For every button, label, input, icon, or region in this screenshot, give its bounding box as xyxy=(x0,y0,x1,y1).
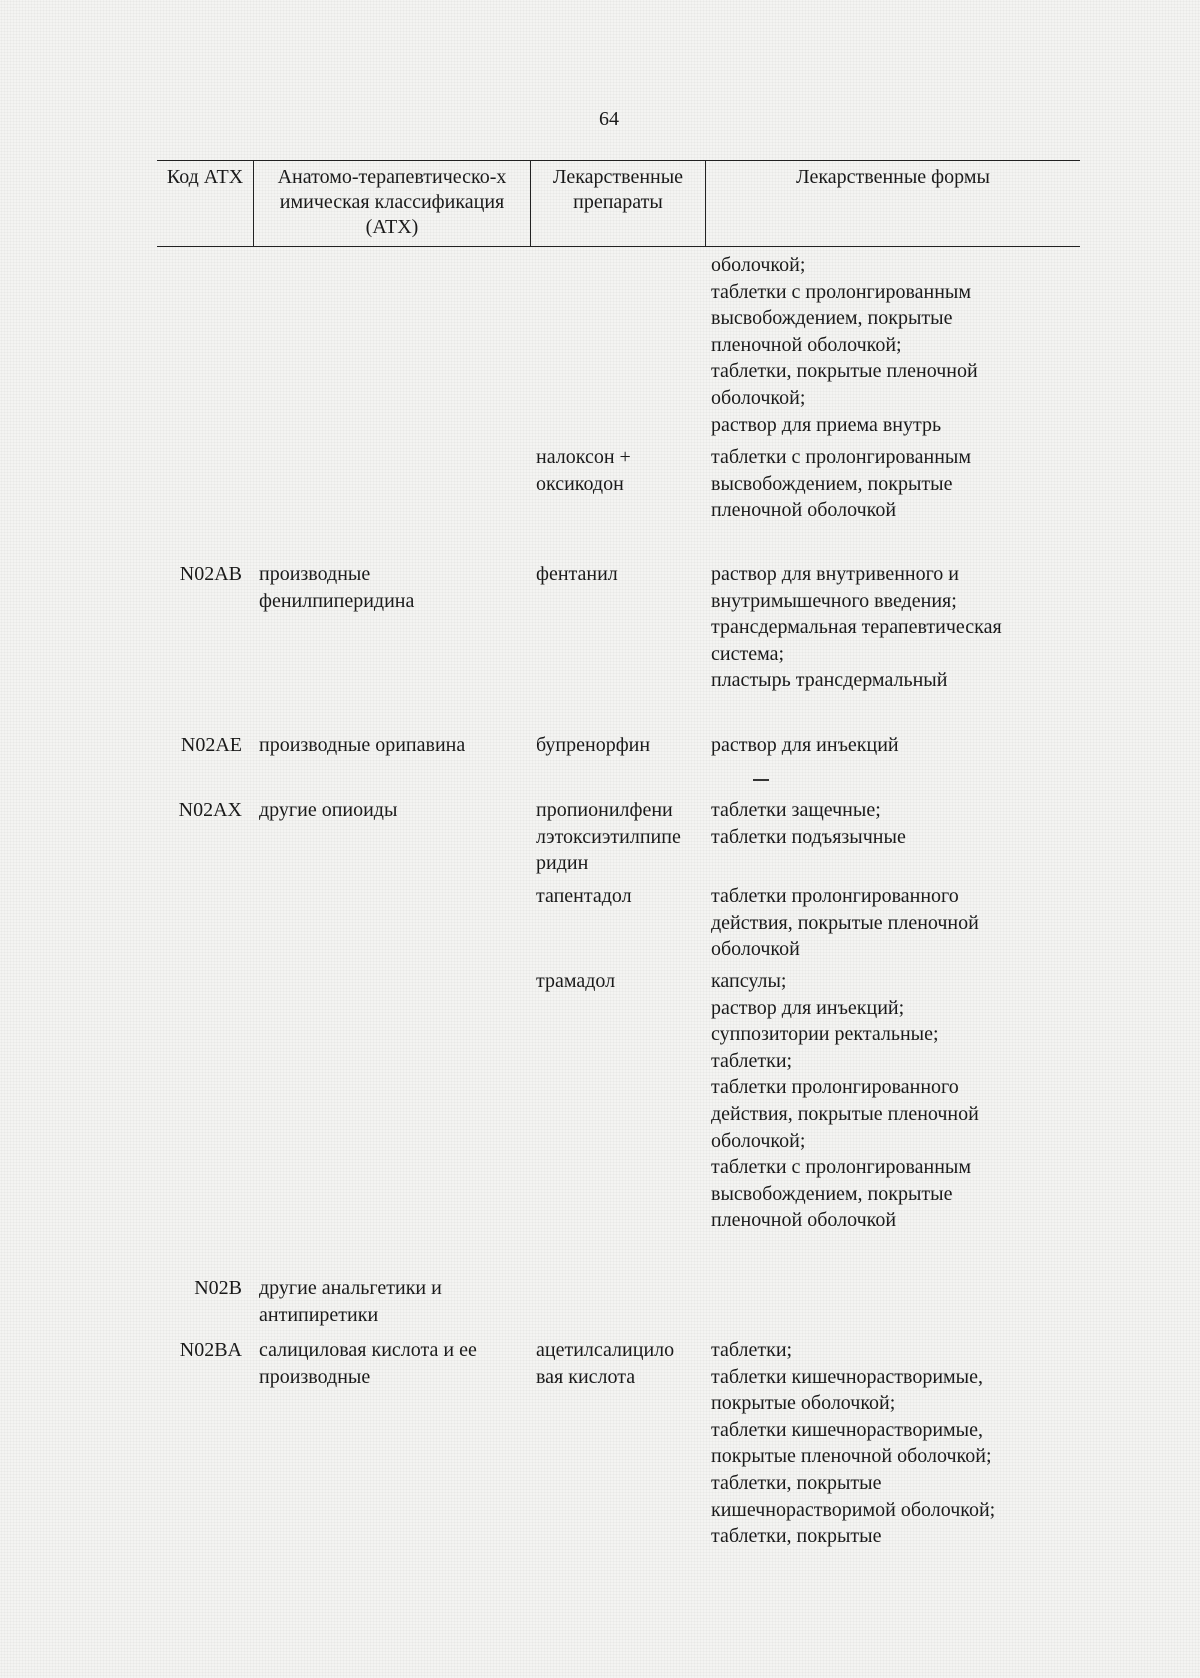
drug-name-cell xyxy=(531,252,706,438)
dosage-forms-cell xyxy=(706,561,1080,694)
stray-dash-mark xyxy=(753,779,769,781)
dosage-forms-line: действия, покрытые пленочной xyxy=(711,1102,979,1125)
dosage-forms-line: высвобождением, покрытые xyxy=(711,307,953,330)
drug-name-line: трамадол xyxy=(536,970,616,992)
dosage-forms-line: покрытые пленочной оболочкой; xyxy=(711,1445,992,1468)
drug-name-cell xyxy=(531,797,706,877)
dosage-forms-line: таблетки, покрытые xyxy=(711,1525,882,1548)
dosage-forms-line: раствор для инъекций xyxy=(711,734,899,756)
drug-name-line: ацетилсалицило xyxy=(536,1339,675,1361)
dosage-forms-line: пленочной оболочкой xyxy=(711,499,897,522)
drug-name-cell xyxy=(531,732,706,759)
atc-code-cell xyxy=(157,968,254,1234)
atc-code-cell xyxy=(157,883,254,963)
dosage-forms-line: действия, покрытые пленочной xyxy=(711,911,979,934)
atc-code-line: N02BA xyxy=(179,1339,242,1361)
table-row xyxy=(157,797,1080,877)
atc-code-line: N02AX xyxy=(178,799,242,821)
atc-classification-cell xyxy=(254,1337,531,1550)
table-row xyxy=(157,883,1080,963)
table-row xyxy=(157,1337,1080,1550)
table-row xyxy=(157,252,1080,438)
atc-classification-cell xyxy=(254,561,531,694)
dosage-forms-cell xyxy=(706,252,1080,438)
dosage-forms-line: таблетки защечные; xyxy=(711,799,881,821)
dosage-forms-line: пленочной оболочкой xyxy=(711,1209,897,1232)
header-code: Код АТХ xyxy=(157,161,254,246)
drug-name-line: ридин xyxy=(536,852,589,875)
dosage-forms-line: оболочкой xyxy=(711,938,800,961)
dosage-forms-cell xyxy=(706,444,1080,524)
dosage-forms-cell xyxy=(706,797,1080,877)
dosage-forms-cell xyxy=(706,732,1080,759)
dosage-forms-line: капсулы; xyxy=(711,970,787,992)
drug-name-cell xyxy=(531,883,706,963)
atc-classification-cell xyxy=(254,252,531,438)
atc-code-cell xyxy=(157,561,254,694)
page-number: 64 xyxy=(599,108,619,130)
atc-code-cell xyxy=(157,797,254,877)
atc-classification-line: другие опиоиды xyxy=(259,799,398,821)
atc-classification-cell xyxy=(254,1275,531,1328)
table-header xyxy=(157,160,1080,247)
dosage-forms-line: кишечнорастворимой оболочкой; xyxy=(711,1498,996,1521)
dosage-forms-line: раствор для инъекций; xyxy=(711,996,905,1019)
atc-classification-cell xyxy=(254,968,531,1234)
atc-code-cell xyxy=(157,252,254,438)
dosage-forms-line: таблетки кишечнорастворимые, xyxy=(711,1365,983,1388)
drug-name-line: пропионилфени xyxy=(536,799,673,821)
dosage-forms-cell xyxy=(706,1337,1080,1550)
dosage-forms-line: система; xyxy=(711,642,785,665)
dosage-forms-line: таблетки пролонгированного xyxy=(711,1076,959,1099)
atc-classification-line: салициловая кислота и ее xyxy=(259,1339,477,1361)
dosage-forms-line: раствор для приема внутрь xyxy=(711,413,942,436)
dosage-forms-cell xyxy=(706,968,1080,1234)
dosage-forms-line: таблетки подъязычные xyxy=(711,825,906,848)
table-row xyxy=(157,561,1080,694)
dosage-forms-line: раствор для внутривенного и xyxy=(711,563,960,585)
drug-name-line: оксикодон xyxy=(536,472,624,495)
table-row xyxy=(157,968,1080,1234)
dosage-forms-cell xyxy=(706,1275,1080,1328)
dosage-forms-line: таблетки с пролонгированным xyxy=(711,1156,972,1179)
header-drugs: Лекарственные препараты xyxy=(531,161,706,246)
dosage-forms-line: таблетки; xyxy=(711,1049,793,1072)
atc-classification-cell xyxy=(254,797,531,877)
header-forms: Лекарственные формы xyxy=(796,166,990,188)
atc-code-cell xyxy=(157,1275,254,1328)
atc-classification-cell xyxy=(254,883,531,963)
dosage-forms-line: высвобождением, покрытые xyxy=(711,472,953,495)
dosage-forms-line: оболочкой; xyxy=(711,254,806,276)
atc-code-cell xyxy=(157,444,254,524)
dosage-forms-cell xyxy=(706,883,1080,963)
dosage-forms-line: оболочкой; xyxy=(711,386,806,409)
table-row xyxy=(157,1275,1080,1328)
dosage-forms-line: внутримышечного введения; xyxy=(711,589,957,612)
atc-code-cell xyxy=(157,732,254,759)
drug-name-cell xyxy=(531,1275,706,1328)
atc-classification-line: производные xyxy=(259,563,371,585)
drug-name-line: фентанил xyxy=(536,563,618,585)
dosage-forms-line: суппозитории ректальные; xyxy=(711,1023,939,1046)
atc-classification-cell xyxy=(254,444,531,524)
drug-name-line: вая кислота xyxy=(536,1365,636,1388)
dosage-forms-line: пластырь трансдермальный xyxy=(711,669,948,692)
atc-code-cell xyxy=(157,1337,254,1550)
drug-name-line: налоксон + xyxy=(536,446,631,468)
dosage-forms-line: таблетки пролонгированного xyxy=(711,885,959,907)
dosage-forms-line: таблетки, покрытые xyxy=(711,1471,882,1494)
dosage-forms-line: высвобождением, покрытые xyxy=(711,1182,953,1205)
dosage-forms-line: пленочной оболочкой; xyxy=(711,333,902,356)
drug-name-line: лэтоксиэтилпипе xyxy=(536,825,681,848)
drug-name-cell xyxy=(531,1337,706,1550)
dosage-forms-line: покрытые оболочкой; xyxy=(711,1392,896,1415)
atc-code-line: N02B xyxy=(194,1277,242,1299)
atc-classification-line: производные xyxy=(259,1365,371,1388)
drug-name-line: бупренорфин xyxy=(536,734,651,756)
drug-name-line: тапентадол xyxy=(536,885,632,907)
dosage-forms-line: таблетки, покрытые пленочной xyxy=(711,360,978,383)
dosage-forms-line: таблетки кишечнорастворимые, xyxy=(711,1418,983,1441)
dosage-forms-line: трансдермальная терапевтическая xyxy=(711,616,1002,639)
drug-name-cell xyxy=(531,968,706,1234)
drug-name-cell xyxy=(531,444,706,524)
table-row xyxy=(157,732,1080,759)
dosage-forms-line: таблетки с пролонгированным xyxy=(711,446,972,468)
atc-code-line: N02AB xyxy=(179,563,242,585)
dosage-forms-line: таблетки; xyxy=(711,1339,793,1361)
atc-classification-line: фенилпиперидина xyxy=(259,589,415,612)
dosage-forms-line: таблетки с пролонгированным xyxy=(711,280,972,303)
atc-classification-line: производные орипавина xyxy=(259,734,466,756)
atc-code-line: N02AE xyxy=(180,734,242,756)
table-row xyxy=(157,444,1080,524)
atc-classification-cell xyxy=(254,732,531,759)
dosage-forms-line: оболочкой; xyxy=(711,1129,806,1152)
atc-classification-line: другие анальгетики и xyxy=(259,1277,442,1299)
header-classification: Анатомо-терапевтическо-х имическая классификация (АТХ) xyxy=(254,161,531,246)
atc-classification-line: антипиретики xyxy=(259,1303,379,1326)
drug-name-cell xyxy=(531,561,706,694)
